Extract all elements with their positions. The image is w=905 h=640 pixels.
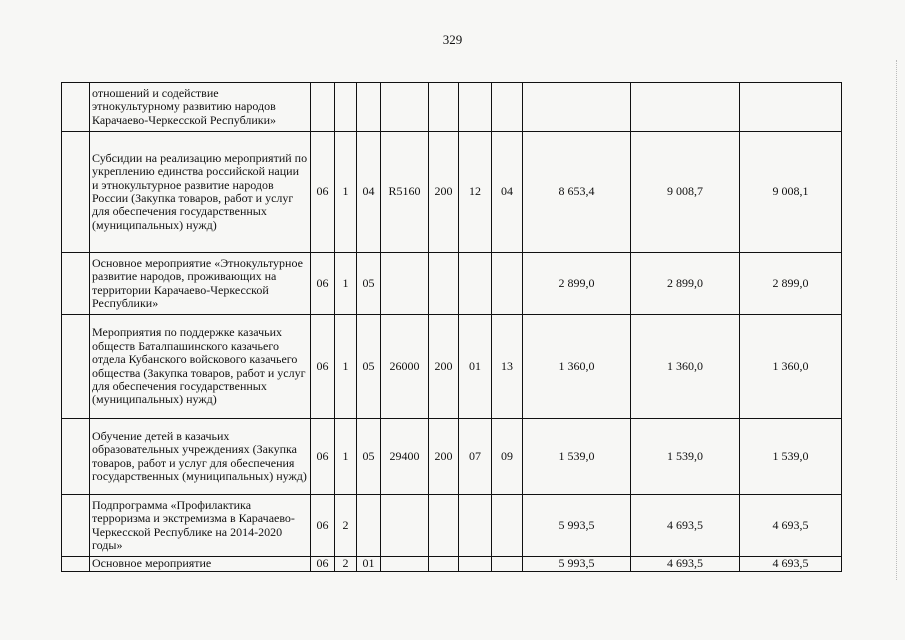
- code-subprogram: 1: [335, 419, 357, 495]
- code-subprogram: 2: [335, 557, 357, 572]
- table-row: [62, 495, 842, 557]
- row-name: отношений и содействие этнокультурному развитию народов Карачаево-Черкесской Республики»: [90, 83, 311, 132]
- table-row: [62, 253, 842, 315]
- table-row: [62, 132, 842, 253]
- code-subsection: 13: [492, 315, 523, 419]
- row-name: Обучение детей в казачьих образовательных учреждениях (Закупка товаров, работ и услуг для обеспечения государственных (муниципальных) нужд): [90, 419, 311, 495]
- row-name: Основное мероприятие: [90, 557, 311, 572]
- amount-year-1: [523, 83, 631, 132]
- code-direction: R5160: [381, 132, 429, 253]
- code-event: [357, 83, 381, 132]
- amount-year-2: 1 360,0: [631, 315, 740, 419]
- code-direction: [381, 253, 429, 315]
- amount-year-2: 1 539,0: [631, 419, 740, 495]
- code-expense-type: 200: [429, 132, 459, 253]
- code-expense-type: [429, 557, 459, 572]
- code-event: [357, 495, 381, 557]
- row-name: Основное мероприятие «Этнокультурное развитие народов, проживающих на территории Карачаево-Черкесской Республики»: [90, 253, 311, 315]
- code-direction: [381, 557, 429, 572]
- code-expense-type: [429, 495, 459, 557]
- code-event: 04: [357, 132, 381, 253]
- code-subsection: [492, 495, 523, 557]
- amount-year-3: 1 539,0: [740, 419, 842, 495]
- code-subsection: 04: [492, 132, 523, 253]
- code-expense-type: [429, 83, 459, 132]
- code-direction: [381, 83, 429, 132]
- row-index-cell: [62, 132, 90, 253]
- amount-year-3: 9 008,1: [740, 132, 842, 253]
- amount-year-3: 4 693,5: [740, 557, 842, 572]
- code-section: 01: [459, 315, 492, 419]
- code-subprogram: 1: [335, 315, 357, 419]
- row-index-cell: [62, 253, 90, 315]
- table-row: [62, 557, 842, 572]
- code-program: 06: [311, 419, 335, 495]
- code-subprogram: 1: [335, 253, 357, 315]
- row-index-cell: [62, 419, 90, 495]
- amount-year-3: 2 899,0: [740, 253, 842, 315]
- code-program: 06: [311, 315, 335, 419]
- amount-year-1: 5 993,5: [523, 495, 631, 557]
- amount-year-1: 1 539,0: [523, 419, 631, 495]
- code-section: [459, 253, 492, 315]
- amount-year-1: 1 360,0: [523, 315, 631, 419]
- amount-year-2: 4 693,5: [631, 557, 740, 572]
- code-direction: 29400: [381, 419, 429, 495]
- page-number: 329: [442, 32, 463, 47]
- code-program: 06: [311, 132, 335, 253]
- amount-year-2: 9 008,7: [631, 132, 740, 253]
- amount-year-2: [631, 83, 740, 132]
- row-name: Мероприятия по поддержке казачьих обществ Баталпашинского казачьего отдела Кубанского войскового казачьего общества (Закупка товаров, работ и услуг для обеспечения государственных (муниципальных) нужд): [90, 315, 311, 419]
- scan-edge-marks: [896, 60, 899, 580]
- amount-year-2: 2 899,0: [631, 253, 740, 315]
- table-row: [62, 315, 842, 419]
- code-section: 07: [459, 419, 492, 495]
- code-subsection: [492, 557, 523, 572]
- code-direction: 26000: [381, 315, 429, 419]
- code-event: 05: [357, 419, 381, 495]
- table-row: [62, 419, 842, 495]
- code-expense-type: 200: [429, 315, 459, 419]
- code-subsection: 09: [492, 419, 523, 495]
- budget-table: [61, 82, 842, 572]
- code-section: [459, 83, 492, 132]
- row-name: Субсидии на реализацию мероприятий по укреплению единства российской нации и этнокультурное развитие народов России (Закупка товаров, работ и услуг для обеспечения государственных (муниципальных) нужд): [90, 132, 311, 253]
- row-index-cell: [62, 557, 90, 572]
- code-event: 01: [357, 557, 381, 572]
- code-subsection: [492, 83, 523, 132]
- row-name: Подпрограмма «Профилактика терроризма и экстремизма в Карачаево-Черкесской Республике на 2014-2020 годы»: [90, 495, 311, 557]
- code-subprogram: [335, 83, 357, 132]
- code-program: [311, 83, 335, 132]
- code-subsection: [492, 253, 523, 315]
- code-subprogram: 1: [335, 132, 357, 253]
- code-program: 06: [311, 557, 335, 572]
- code-program: 06: [311, 495, 335, 557]
- amount-year-3: 1 360,0: [740, 315, 842, 419]
- code-section: [459, 495, 492, 557]
- row-index-cell: [62, 315, 90, 419]
- code-direction: [381, 495, 429, 557]
- amount-year-2: 4 693,5: [631, 495, 740, 557]
- amount-year-1: 8 653,4: [523, 132, 631, 253]
- code-event: 05: [357, 253, 381, 315]
- code-program: 06: [311, 253, 335, 315]
- amount-year-3: [740, 83, 842, 132]
- row-index-cell: [62, 83, 90, 132]
- code-expense-type: [429, 253, 459, 315]
- code-subprogram: 2: [335, 495, 357, 557]
- code-section: 12: [459, 132, 492, 253]
- code-section: [459, 557, 492, 572]
- table-row: [62, 83, 842, 132]
- code-expense-type: 200: [429, 419, 459, 495]
- amount-year-3: 4 693,5: [740, 495, 842, 557]
- amount-year-1: 2 899,0: [523, 253, 631, 315]
- code-event: 05: [357, 315, 381, 419]
- row-index-cell: [62, 495, 90, 557]
- amount-year-1: 5 993,5: [523, 557, 631, 572]
